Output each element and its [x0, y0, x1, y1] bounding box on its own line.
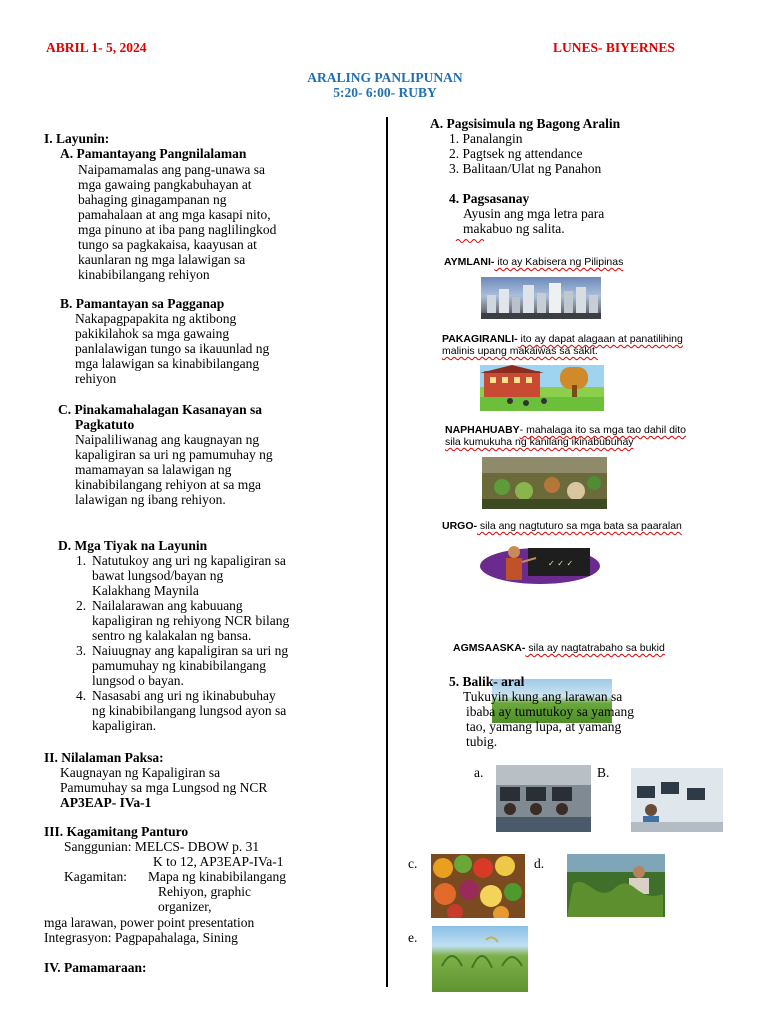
choice-label-d: d.: [534, 856, 545, 871]
scramble-word-4: URGO- sila ang nagtuturo sa mga bata sa paaralan: [442, 520, 682, 532]
kagamitan-line-1: Mapa ng kinabibilangang: [148, 869, 286, 884]
scramble-word-3: NAPHAHUABY- mahalaga ito sa mga tao dahil dito sila kumukuha ng kanilang ikinabubuhay: [445, 424, 687, 448]
list-item: 3. Naiuugnay ang kapaligiran sa uri ng pamumuhay ng kinabibilangang lungsod o bayan.: [76, 643, 289, 688]
integrasyon-line: Integrasyon: Pagpapahalaga, Sining: [44, 930, 238, 945]
day-range: LUNES- BIYERNES: [553, 40, 675, 55]
subject-title: ARALING PANLIPUNAN: [307, 70, 463, 85]
pamantayang-pangnilalaman-text: Naipamamalas ang pang-unawa sa mga gawaing pangkabuhayan at bahaging ginagampanan ng pamahalaan at ang mga kasapi nito, mga pinuno at iba pang naglilingkod tungo sa pagkakaisa, kaayusan at kaunlaran ng mga lalawigan sa kinabibilangang rehiyon: [78, 162, 277, 282]
choice-label-e: e.: [408, 930, 418, 945]
kagamitan-label: Kagamitan:: [64, 869, 127, 884]
heading-pamantayan-sa-pagganap: B. Pamantayan sa Pagganap: [60, 296, 225, 311]
list-item: 2. Pagtsek ng attendance: [449, 146, 583, 161]
heading-pamantayang-pangnilalaman: A. Pamantayang Pangnilalaman: [60, 146, 247, 161]
choice-label-a: a.: [474, 765, 484, 780]
wavy-mark-icon: [455, 237, 485, 245]
scramble-word-2: PAKAGIRANLI- ito ay dapat alagaan at panatilihing malinis upang makaiwas sa sakit.: [442, 333, 683, 357]
teacher-image: [478, 540, 602, 586]
office-desks-image: [631, 768, 723, 832]
city-skyline-image: [481, 277, 601, 319]
pamantayan-sa-pagganap-text: Nakapagpapakita ng aktibong pakikilahok sa mga gawaing panlalawigan tungo sa ikauunlad ng mga lalawigan sa kinabibilangang rehiyon: [75, 311, 270, 386]
kagamitan-line-2: Rehiyon, graphic: [158, 884, 251, 899]
section-nilalaman: II. Nilalaman Paksa:: [44, 750, 164, 765]
choice-label-b: B.: [597, 765, 610, 780]
rice-field-image: [432, 926, 528, 992]
kagamitan-line-3: organizer,: [158, 899, 212, 914]
fruits-image: [431, 854, 525, 918]
choice-label-c: c.: [408, 856, 418, 871]
seaweed-harvest-image: [567, 854, 665, 917]
heading-kasanayan: C. Pinakamahalagan Kasanayan sa Pagkatuto: [58, 402, 263, 432]
section-pamamaraan: IV. Pamamaraan:: [44, 960, 147, 975]
list-item: 3. Balitaan/Ulat ng Panahon: [449, 161, 602, 176]
heading-pagsasanay: 4. Pagsasanay: [449, 191, 530, 206]
list-item: 1. Natutukoy ang uri ng kapaligiran sa bawat lungsod/bayan ng Kalakhang Maynila: [76, 553, 286, 598]
school-environment-image: [480, 365, 604, 411]
list-item: 4. Nasasabi ang uri ng ikinabubuhay ng kinabibilangang lungsod ayon sa kapaligiran.: [76, 688, 287, 733]
scramble-word-5: AGMSAASKA- sila ay nagtatrabaho sa bukid: [453, 642, 665, 654]
heading-pagsisimula: A. Pagsisimula ng Bagong Aralin: [430, 116, 621, 131]
scramble-word-1: AYMLANI- ito ay Kabisera ng Pilipinas: [444, 256, 624, 268]
list-item: 2. Nailalarawan ang kabuuang kapaligiran ng rehiyong NCR bilang sentro ng kalakalan ng bansa.: [76, 598, 290, 643]
tiyak-na-layunin-list: [76, 553, 376, 733]
date-range: ABRIL 1- 5, 2024: [46, 40, 147, 55]
svg-text:✓ ✓ ✓: ✓ ✓ ✓: [548, 559, 574, 568]
sanggunian-line-1: Sanggunian: MELCS- DBOW p. 31: [64, 839, 260, 854]
section-layunin: I. Layunin:: [44, 131, 110, 146]
kasanayan-text: Naipaliliwanag ang kaugnayan ng kapaligiran sa uri ng pamumuhay ng mamamayan sa lalawigan ng kinabibilangang rehiyon at sa mga lalawigan ng ibang rehiyon.: [75, 432, 273, 507]
mga-larawan-line: mga larawan, power point presentation: [44, 915, 255, 930]
column-divider: [386, 117, 388, 987]
section-kagamitang-panturo: III. Kagamitang Panturo: [44, 824, 189, 839]
pagsasanay-text: Ayusin ang mga letra para makabuo ng salita.: [463, 206, 605, 236]
market-livelihood-image: [482, 457, 607, 509]
balik-aral-text: Tukuyin kung ang larawan sa ibaba ay tumutukoy sa yamang tao, yamang lupa, at yamang tubig.: [463, 689, 634, 749]
heading-balik-aral: 5. Balik- aral: [449, 674, 525, 689]
list-item: 1. Panalangin: [449, 131, 523, 146]
time-section: 5:20- 6:00- RUBY: [333, 85, 437, 100]
office-workers-image: [496, 765, 591, 832]
pagsisimula-list: [449, 131, 601, 176]
nilalaman-text: Kaugnayan ng Kapaligiran sa Pamumuhay sa mga Lungsod ng NCR AP3EAP- IVa-1: [60, 765, 268, 810]
heading-tiyak-na-layunin: D. Mga Tiyak na Layunin: [58, 538, 208, 553]
sanggunian-line-2: K to 12, AP3EAP-IVa-1: [153, 854, 284, 869]
